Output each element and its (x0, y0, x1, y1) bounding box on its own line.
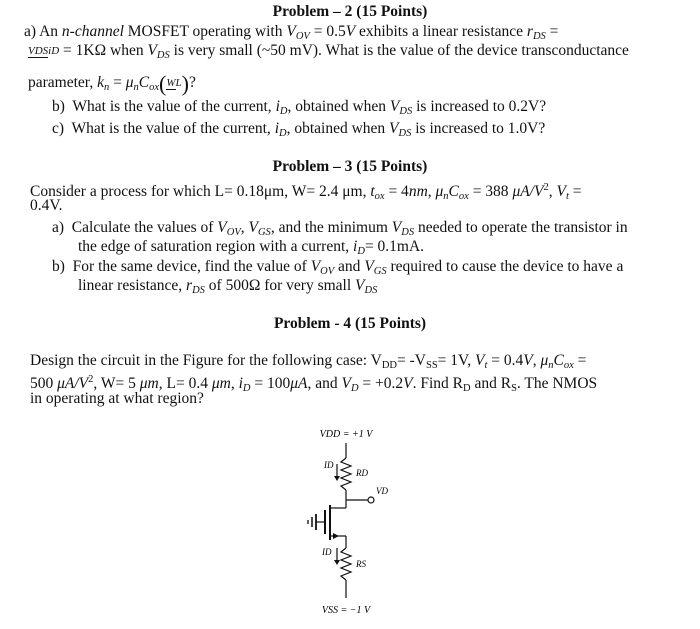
id-bottom-arrowhead-icon (334, 560, 340, 565)
symbol-vds: $V_{DS}$ (391, 219, 415, 238)
problem-4-line1: Design the circuit in the Figure for the following case: $V_{DD}= -V_{SS}= 1V$, $V_t = 0.4V$, $\mu_nC_{ox}$ = (30, 352, 587, 371)
symbol-id: $i_D$ (353, 238, 365, 257)
text: Design the circuit in the Figure for the following case: V (30, 352, 382, 369)
item-label: c) (52, 120, 65, 137)
problem-2a-line3: parameter, $k_n = \mu_nC_{ox}(WL)$? (28, 70, 196, 96)
text: An (39, 23, 62, 40)
text: , (427, 183, 436, 200)
item-label: a) (52, 219, 65, 236)
symbol-tox: $t_{ox}$ (370, 183, 385, 202)
text: = 0.1mA. (364, 238, 425, 255)
text: = -V (397, 352, 426, 369)
text: = +0.2 (358, 375, 404, 392)
text: , L= 0.4 (158, 375, 212, 392)
item-label: a) (24, 23, 37, 40)
text: needed to operate the transistor in (414, 219, 628, 236)
text: V (403, 375, 413, 392)
text: Consider a process for which L= 0.18μm, W= 2.4 μm, (30, 183, 371, 200)
text: is increased to 0.2V? (412, 98, 547, 115)
vds-over-id-fraction: VDSiD (28, 45, 60, 58)
text: , obtained when (287, 98, 390, 115)
text: linear resistance, (78, 277, 187, 294)
text: parameter, (28, 74, 98, 91)
text: MOSFET operating with (123, 23, 287, 40)
symbol-id: $i_D$ (274, 120, 287, 139)
text: the edge of saturation region with a current, (78, 238, 354, 255)
text: = 100 (250, 375, 291, 392)
id-bottom-label: ID (322, 547, 332, 557)
text: What is the value of the current, (71, 120, 275, 137)
text: V (523, 352, 533, 369)
symbol-vds: $V_{DS}$ (389, 98, 413, 117)
text: Calculate the values of (71, 219, 218, 236)
problem-3-intro-line2: 0.4V. (30, 197, 63, 214)
text: μm (139, 375, 159, 392)
text: . Find R (412, 375, 464, 392)
text: μA/V (57, 375, 89, 392)
text: = 4 (384, 183, 409, 200)
vdd-label: VDD = +1 V (319, 429, 373, 440)
problem-3-title: Problem – 3 (15 Points) (272, 158, 428, 175)
vd-terminal (368, 497, 374, 503)
w-over-l-fraction: WL (166, 77, 182, 90)
symbol-vds: $V_{DS}$ (389, 120, 412, 139)
text: μA/V (512, 183, 544, 200)
problem-4-line2: 500 $\mu A/V^2$, W= 5 μm, L= 0.4 μm, $i_D = 100\mu A$, and $V_D = +0.2V$. Find $R_D$ and $R_S$. The NMOS (30, 374, 598, 394)
rd-resistor (341, 458, 351, 490)
item-label: b) (52, 98, 65, 115)
symbol-vov: $V_{OV}$ (310, 258, 335, 277)
text: , (532, 352, 541, 369)
text: , (230, 375, 239, 392)
text: ? (188, 74, 196, 91)
symbol-vd: $V_D$ (341, 375, 359, 394)
text: = 1KΩ when (59, 42, 148, 59)
text: n-channel (61, 23, 124, 40)
problem-3-intro-line1: Consider a process for which L= 0.18μm, W= 2.4 μm, $t_{ox} = 4nm$, $\mu_nC_{ox} = 388$ $\mu A/V^2$, $V_t$ = (30, 182, 582, 202)
text: = 0.4 (487, 352, 524, 369)
text: required to cause the device to have a (386, 258, 624, 275)
text: = 0.5 (309, 23, 346, 40)
text: V (345, 23, 356, 40)
text: μm (211, 375, 231, 392)
item-label: b) (52, 258, 65, 275)
text: and (334, 258, 365, 275)
text: nm (408, 183, 428, 200)
symbol-kn: $k_n$ (97, 74, 110, 93)
symbol-mun-cox: $\mu_nC_{ox}$ (540, 352, 574, 371)
symbol-vov: $V_{OV}$ (217, 219, 241, 238)
text: , (548, 183, 557, 200)
rs-resistor (341, 548, 351, 580)
text: , W= 5 (93, 375, 140, 392)
symbol-id: $i_D$ (238, 375, 251, 394)
symbol-vov: $V_{OV}$ (286, 23, 310, 42)
symbol-vgs: $V_{GS}$ (364, 258, 387, 277)
text: = (109, 74, 126, 91)
text: and R (470, 375, 512, 392)
text: = (568, 183, 582, 200)
text: 500 (30, 375, 58, 392)
text: of 500Ω for very small (204, 277, 356, 294)
vss-label: VSS = −1 V (321, 605, 371, 616)
symbol-rds: $r_{DS}$ (186, 277, 205, 296)
text: = (573, 352, 587, 369)
symbol-vds: $V_{DS}$ (355, 277, 378, 296)
symbol-id: $i_D$ (275, 98, 288, 117)
text: For the same device, find the value of (72, 258, 311, 275)
problem-4-line3: in operating at what region? (30, 390, 204, 407)
problem-2-title: Problem – 2 (15 Points) (272, 3, 428, 20)
text: μA (290, 375, 308, 392)
text: , and (307, 375, 342, 392)
symbol-rds: $r_{DS}$ (526, 23, 546, 42)
text: , obtained when (286, 120, 390, 137)
symbol-vds: $V_{DS}$ (147, 42, 170, 61)
id-top-label: ID (324, 460, 334, 470)
text: = 1V, (437, 352, 475, 369)
source-arrow-icon (333, 533, 339, 539)
id-top-arrowhead-icon (334, 476, 340, 481)
symbol-mun-cox: $\mu_nC_{ox}$ (435, 183, 469, 202)
symbol-mun-cox: $\mu_nC_{ox}$ (125, 74, 160, 93)
text: is increased to 1.0V? (411, 120, 546, 137)
text: , and the minimum (270, 219, 392, 236)
rd-label: RD (356, 468, 368, 478)
rs-label: RS (356, 559, 366, 569)
text: , (240, 219, 249, 236)
text: exhibits a linear resistance (355, 23, 527, 40)
symbol-vgs: $V_{GS}$ (248, 219, 271, 238)
text: is very small (~50 mV). What is the value of the device transconductance (169, 42, 629, 59)
symbol-vt: $V_t$ (556, 183, 569, 202)
text: . The NMOS (516, 375, 598, 392)
vd-label: VD (376, 486, 388, 496)
text: = 388 (468, 183, 513, 200)
problem-4-title: Problem - 4 (15 Points) (273, 315, 427, 332)
symbol-vt: $V_t$ (474, 352, 488, 371)
text: What is the value of the current, (72, 98, 276, 115)
text: = (545, 23, 559, 40)
